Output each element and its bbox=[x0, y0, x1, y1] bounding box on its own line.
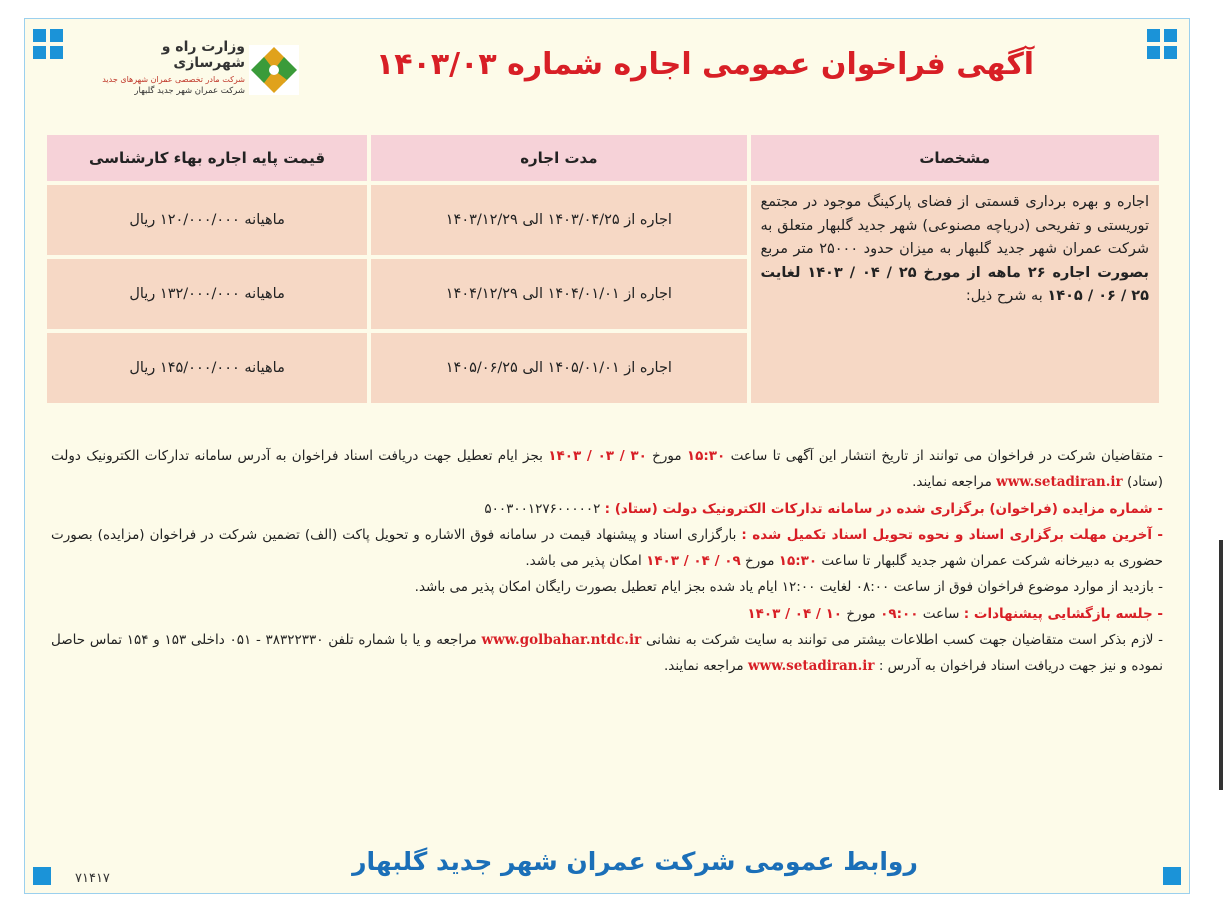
duration-cell: اجاره از ۱۴۰۴/۰۱/۰۱ الی ۱۴۰۴/۱۲/۲۹ bbox=[371, 259, 746, 329]
price-cell: ماهیانه ۱۳۲/۰۰۰/۰۰۰ ریال bbox=[47, 259, 367, 329]
price-cell: ماهیانه ۱۴۵/۰۰۰/۰۰۰ ریال bbox=[47, 333, 367, 403]
specs-text: اجاره و بهره برداری قسمتی از فضای پارکینگ موجود در مجتمع توریستی و تفریحی (دریاچه مصنوعی) شهر جدید گلبهار متعلق به شرکت عمران شهر جدید گلبهار به میزان حدود ۲۵۰۰۰ متر مربع bbox=[760, 194, 1149, 257]
corner-ornament-bottom-right bbox=[1147, 851, 1181, 885]
ministry-block bbox=[95, 39, 245, 96]
specs-term: بصورت اجاره ۲۶ ماهه از مورخ ۲۵ / ۰۴ / ۱۴۰۳ لغایت ۲۵ / ۰۶ / ۱۴۰۵ bbox=[760, 264, 1149, 304]
paragraph-document-receipt: - متقاضیان شرکت در فراخوان می توانند از تاریخ انتشار این آگهی تا ساعت ۱۵:۳۰ مورخ ۳۰ / ۰۳ / ۱۴۰۳ بجز ایام تعطیل جهت دریافت اسناد فراخوان به آدرس سامانه تدارکات الکترونیک دولت (ستاد) www.setadiran.ir مراجعه نمایند. bbox=[51, 448, 1163, 491]
ad-code: ۷۱۴۱۷ bbox=[75, 871, 110, 886]
paragraph-contact: - لازم بذکر است متقاضیان جهت کسب اطلاعات بیشتر می توانند به سایت شرکت به نشانی www.golbahar.ntdc.ir مراجعه و یا با شماره تلفن ۳۸۳۲۲۳۳۰ - ۰۵۱ داخلی ۱۵۳ و ۱۵۴ تماس حاصل نموده و نیز جهت دریافت اسناد فراخوان به آدرس : www.setadiran.ir مراجعه نمایند. bbox=[51, 632, 1163, 675]
setadiran-link-2[interactable]: www.setadiran.ir bbox=[747, 658, 875, 675]
setadiran-link[interactable]: www.setadiran.ir bbox=[996, 474, 1123, 491]
announcement-body bbox=[51, 443, 1163, 680]
golbahar-link[interactable]: www.golbahar.ntdc.ir bbox=[481, 632, 642, 649]
public-relations-signature: روابط عمومی شرکت عمران شهر جدید گلبهار bbox=[352, 847, 918, 876]
page-edge-mark bbox=[1219, 540, 1223, 790]
advertisement-page bbox=[24, 18, 1190, 894]
ministry-logo-icon bbox=[249, 45, 299, 95]
page-title: آگهی فراخوان عمومی اجاره شماره ۱۴۰۳/۰۳ bbox=[375, 47, 1035, 82]
lease-table bbox=[43, 131, 1163, 407]
specs-tail: به شرح ذیل: bbox=[965, 288, 1043, 304]
column-header-duration: مدت اجاره bbox=[371, 135, 746, 181]
paragraph-opening-session: - جلسه بازگشایی پیشنهادات : ساعت ۰۹:۰۰ مورخ ۱۰ / ۰۴ / ۱۴۰۳ bbox=[747, 605, 1163, 622]
price-cell: ماهیانه ۱۲۰/۰۰۰/۰۰۰ ریال bbox=[47, 185, 367, 255]
duration-cell: اجاره از ۱۴۰۳/۰۴/۲۵ الی ۱۴۰۳/۱۲/۲۹ bbox=[371, 185, 746, 255]
paragraph-visit: - بازدید از موارد موضوع فراخوان فوق از ساعت ۰۸:۰۰ لغایت ۱۲:۰۰ ایام یاد شده بجز ایام تعطیل بصورت رایگان امکان پذیر می باشد. bbox=[414, 579, 1163, 596]
column-header-specs: مشخصات bbox=[751, 135, 1159, 181]
corner-ornament-top-left bbox=[33, 29, 67, 63]
ministry-name: وزارت راه و شهرسازی bbox=[161, 39, 245, 71]
paragraph-deadline: - آخرین مهلت برگزاری اسناد و نحوه تحویل اسناد تکمیل شده : بارگزاری اسناد و پیشنهاد قیمت در سامانه فوق الاشاره و تحویل پاکت (الف) تضمین شرکت در فراخوان (مزایده) بصورت حضوری به دبیرخانه شرکت عمران شهر جدید گلبهار تا ساعت ۱۵:۳۰ مورخ ۰۹ / ۰۴ / ۱۴۰۳ امکان پذیر می باشد. bbox=[51, 526, 1164, 570]
paragraph-auction-number: - شماره مزایده (فراخوان) برگزاری شده در سامانه تدارکات الکترونیک دولت (ستاد) : ۵۰۰۳۰۰۱۲۷۶۰۰۰۰۰۲ bbox=[484, 500, 1163, 517]
column-header-price: قیمت پایه اجاره بهاء کارشناسی bbox=[47, 135, 367, 181]
specs-description bbox=[751, 185, 1159, 403]
auction-number: ۵۰۰۳۰۰۱۲۷۶۰۰۰۰۰۲ bbox=[484, 500, 601, 517]
corner-ornament-top-right bbox=[1147, 29, 1181, 63]
duration-cell: اجاره از ۱۴۰۵/۰۱/۰۱ الی ۱۴۰۵/۰۶/۲۵ bbox=[371, 333, 746, 403]
table-row bbox=[47, 185, 1159, 255]
parent-company-name: شرکت مادر تخصصی عمران شهرهای جدید bbox=[102, 75, 245, 84]
company-name: شرکت عمران شهر جدید گلبهار bbox=[134, 86, 245, 96]
corner-ornament-bottom-left bbox=[33, 851, 67, 885]
